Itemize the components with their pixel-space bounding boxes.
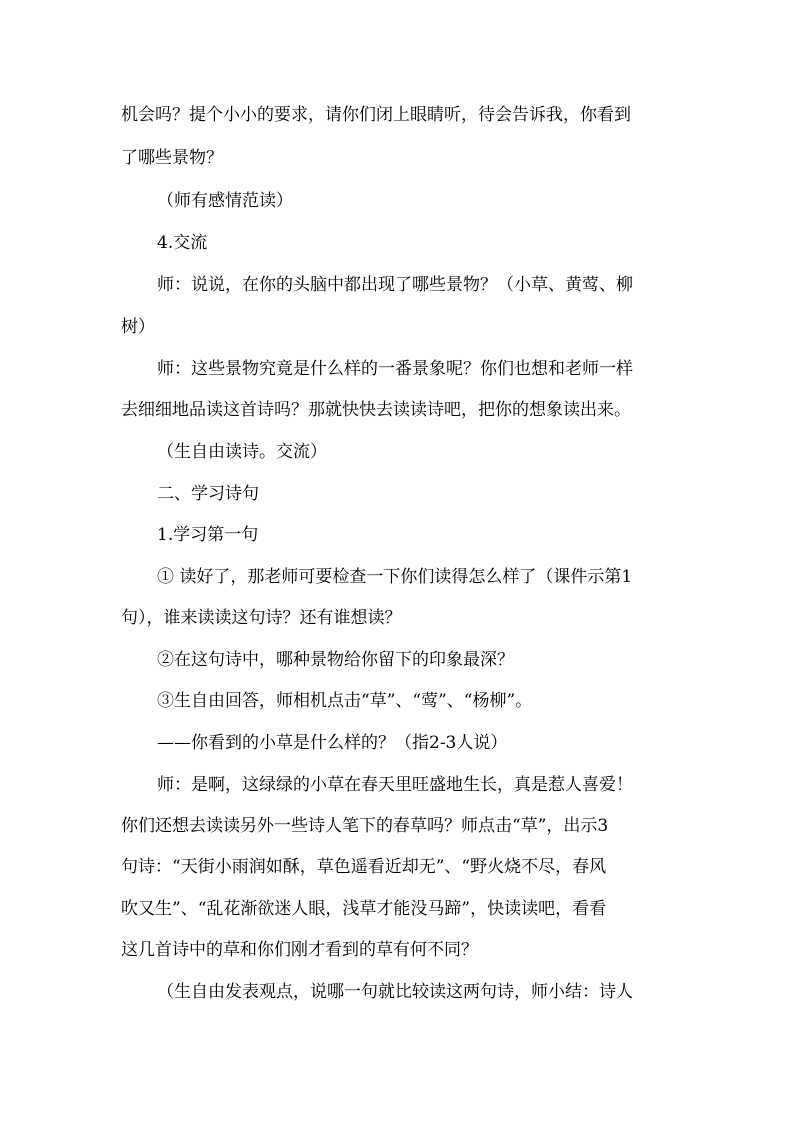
text-line: 师：说说，在你的头脑中都出现了哪些景物？（小草、黄莺、柳 — [157, 275, 633, 295]
text-line: ③生自由回答，师相机点击“草”、“莺”、“杨柳”。 — [157, 691, 533, 711]
text-line: 吹又生”、“乱花渐欲迷人眼，浅草才能没马蹄”，快读读吧，看看 — [121, 899, 607, 919]
text-line: （生自由读诗。交流） — [157, 442, 327, 462]
text-line: 你们还想去读读另外一些诗人笔下的春草吗？师点击“草”，出示3 — [121, 816, 609, 836]
text-line: 句），谁来读读这句诗？还有谁想读？ — [121, 608, 402, 628]
text-line: 师：这些景物究竟是什么样的一番景象呢？你们也想和老师一样 — [157, 359, 633, 379]
section-heading: 二、学习诗句 — [157, 484, 259, 504]
text-line: ②在这句诗中，哪种景物给你留下的印象最深？ — [157, 650, 514, 670]
text-line: 师：是啊，这绿绿的小草在春天里旺盛地生长，真是惹人喜爱！ — [157, 775, 633, 795]
text-line: 这几首诗中的草和你们刚才看到的草有何不同？ — [121, 940, 478, 960]
text-line: 机会吗？提个小小的要求，请你们闭上眼睛听，待会告诉我，你看到 — [121, 105, 631, 125]
section-heading: 1.学习第一句 — [157, 525, 259, 545]
text-line: 了哪些景物？ — [121, 148, 223, 168]
text-line: （师有感情范读） — [157, 191, 293, 211]
text-line: ① 读好了，那老师可要检查一下你们读得怎么样了（课件示第1 — [157, 567, 633, 587]
text-line: 去细细地品读这首诗吗？那就快快去读读诗吧，把你的想象读出来。 — [121, 400, 631, 420]
text-line: 句诗：“天街小雨润如酥，草色遥看近却无”、“野火烧不尽，春风 — [121, 857, 607, 877]
text-line: ——你看到的小草是什么样的？（指2-3人说） — [157, 733, 508, 753]
text-line: （生自由发表观点，说哪一句就比较读这两句诗，师小结：诗人 — [157, 982, 633, 1002]
section-heading: 4.交流 — [157, 233, 208, 253]
text-line: 树） — [121, 317, 155, 337]
